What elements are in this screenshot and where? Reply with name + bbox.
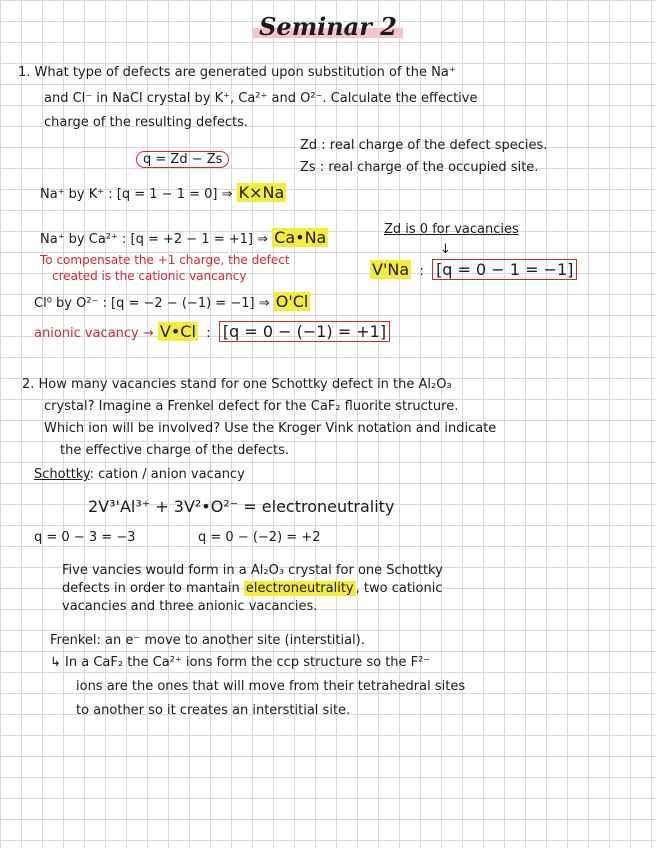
frenkel-line2: ↳ In a CaF₂ the Ca²⁺ ions form the ccp structure so the F²⁻ <box>50 655 431 670</box>
vacancy-note <box>384 222 519 238</box>
q2-para1: Five vancies would form in a Al₂O₃ crystal for one Schottky <box>62 563 443 578</box>
frenkel-line4: to another so it creates an interstitial site. <box>76 703 351 718</box>
zd-vacancy-note: Zd is 0 for vacancies <box>384 222 519 237</box>
zs-definition: Zs : real charge of the occupied site. <box>300 160 539 175</box>
vna-calc: [q = 0 − 1 = −1] <box>432 259 577 280</box>
q2-line2: crystal? Imagine a Frenkel defect for the CaF₂ fluorite structure. <box>44 399 459 414</box>
k-notation: K×Na <box>238 183 285 202</box>
vna-line: V'Na : [q = 0 − 1 = −1] <box>370 262 577 280</box>
k-substitution-text: Na⁺ by K⁺ : [q = 1 − 1 = 0] ⇒ <box>40 187 233 202</box>
q2-para2-post: , two cationic <box>355 581 443 596</box>
zd-definition: Zd : real charge of the defect species. <box>300 138 548 153</box>
red-note-1: To compensate the +1 charge, the defect <box>40 253 290 267</box>
anion-vacancy-label: anionic vacancy → <box>34 326 154 341</box>
formula-box: q = Zd − Zs <box>136 151 229 168</box>
schottky-rest: : cation / anion vacancy <box>89 467 245 482</box>
q2-para2-pre: defects in order to mantain <box>62 581 244 596</box>
frenkel-line3: ions are the ones that will move from their tetrahedral sites <box>76 679 466 694</box>
anion-vacancy-line: anionic vacancy → V•Cl : [q = 0 − (−1) = +1] <box>34 324 390 342</box>
vna-notation: V'Na <box>372 260 410 279</box>
charge-formula <box>136 152 229 168</box>
q2-para3: vacancies and three anionic vacancies. <box>62 599 318 614</box>
q1-line3: charge of the resulting defects. <box>44 115 248 130</box>
q-anion: q = 0 − (−2) = +2 <box>198 530 321 545</box>
q2-para2 <box>62 581 442 597</box>
q2-line3: Which ion will be involved? Use the Kroger Vink notation and indicate <box>44 421 497 436</box>
schottky-label: Schottky <box>34 467 90 482</box>
q2-line1: 2. How many vacancies stand for one Schottky defect in the Al₂O₃ <box>22 377 452 392</box>
ca-substitution <box>40 230 328 248</box>
q2-line4: the effective charge of the defects. <box>60 443 290 458</box>
ca-substitution-text: Na⁺ by Ca²⁺ : [q = +2 − 1 = +1] ⇒ <box>40 232 269 247</box>
red-note-2: created is the cationic vancancy <box>52 269 247 283</box>
frenkel-line1: Frenkel: an e⁻ move to another site (interstitial). <box>50 633 365 648</box>
o-notation: O'Cl <box>275 292 309 311</box>
down-arrow: ↓ <box>440 242 451 257</box>
schottky-line <box>34 467 245 483</box>
schottky-equation: 2V³'Al³⁺ + 3V²•O²⁻ = electroneutrality <box>88 497 395 516</box>
page-title-wrap <box>0 12 656 41</box>
o-substitution <box>34 294 310 312</box>
q1-line2: and Cl⁻ in NaCl crystal by K⁺, Ca²⁺ and O²⁻. Calculate the effective <box>44 91 478 106</box>
q2-para2-highlight: electroneutrality <box>245 581 354 596</box>
q1-line1: 1. What type of defects are generated upon substitution of the Na⁺ <box>18 65 456 80</box>
o-substitution-text: Cl⁰ by O²⁻ : [q = −2 − (−1) = −1] ⇒ <box>34 296 270 311</box>
page-title: Seminar 2 <box>253 12 403 41</box>
vcl-calc: [q = 0 − (−1) = +1] <box>219 321 390 342</box>
q-cation: q = 0 − 3 = −3 <box>34 530 136 545</box>
vcl-notation: V•Cl <box>159 322 196 341</box>
ca-notation: Ca•Na <box>274 228 327 247</box>
k-substitution <box>40 185 286 203</box>
